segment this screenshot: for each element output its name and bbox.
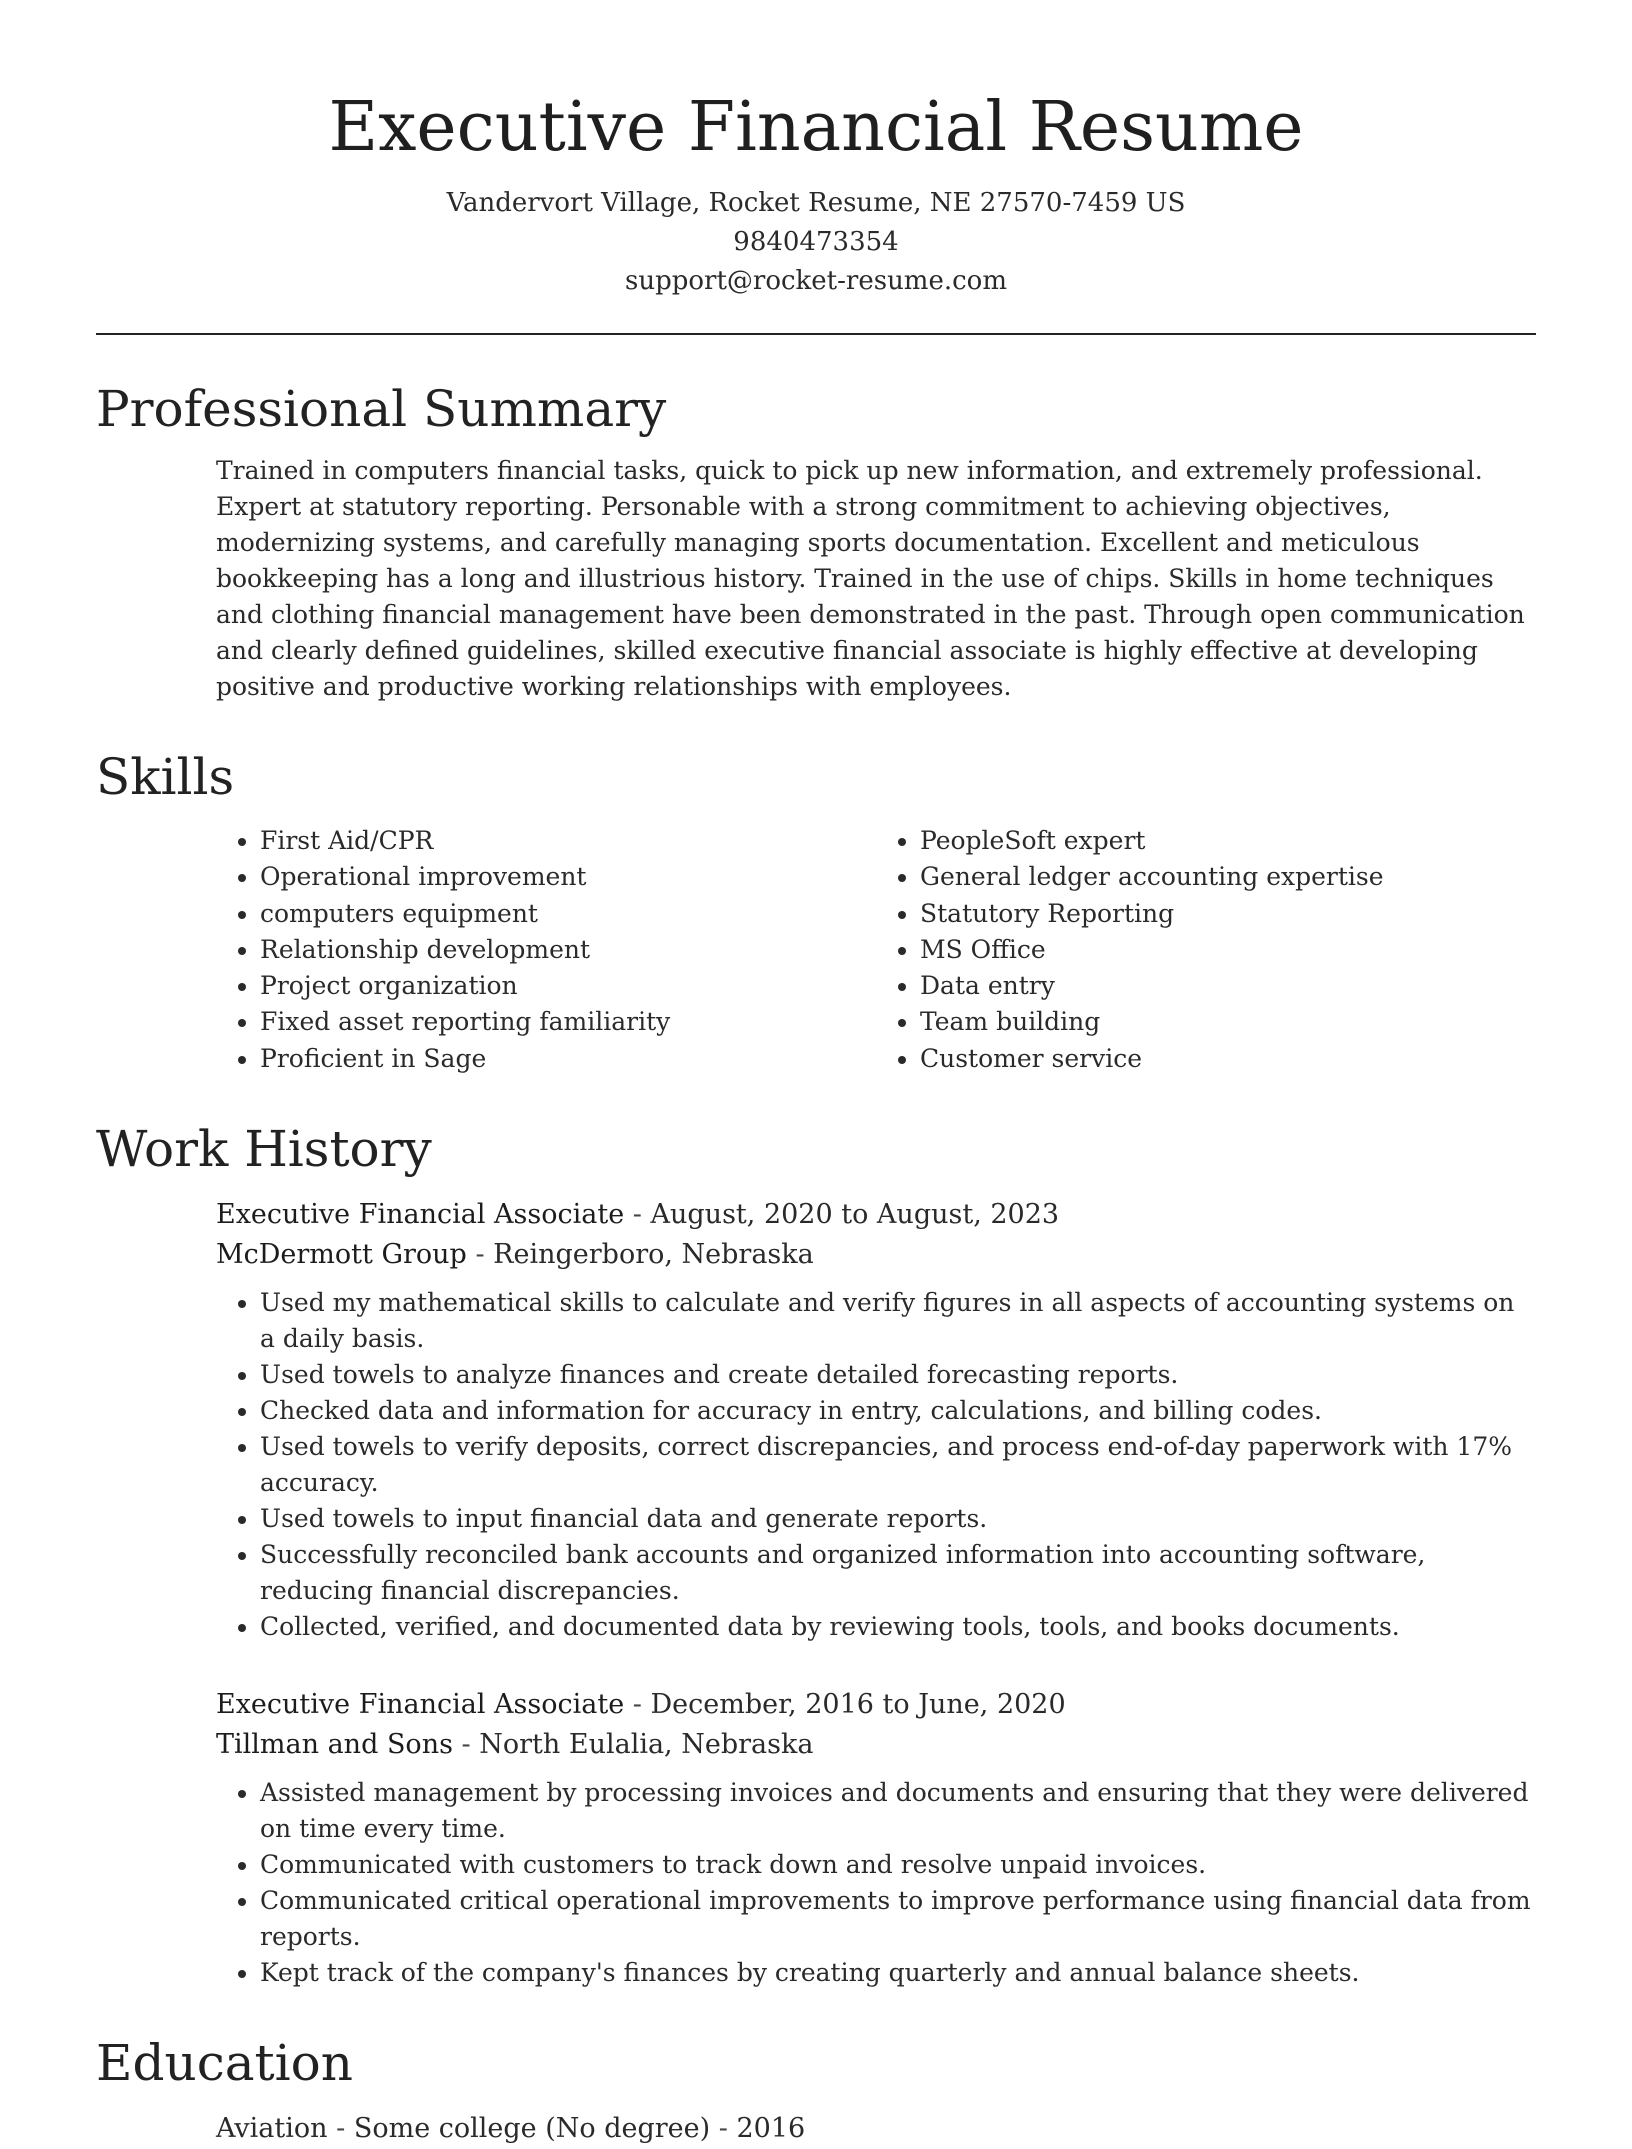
job-title-line [216,1195,1536,1235]
job-duty-item: • Kept track of the company's finances by creating quarterly and annual balance sheets. [260,1955,1536,1991]
skill-item: • Relationship development [260,932,876,968]
job-duty-item: • Communicated critical operational improvements to improve performance using financial data from reports. [260,1883,1536,1955]
job-dates: August, 2020 to August, 2023 [650,1199,1060,1231]
job-location: North Eulalia, Nebraska [479,1729,814,1761]
job-duty-item: • Checked data and information for accuracy in entry, calculations, and billing codes. [260,1393,1536,1429]
job-entry [216,1195,1536,1645]
jobs-list [96,1195,1536,1991]
contact-info [96,184,1536,301]
skills-grid [216,823,1536,1077]
skill-item: • General ledger accounting expertise [920,859,1536,895]
skill-item: • Customer service [920,1041,1536,1077]
header-divider [96,333,1536,335]
contact-address: Vandervort Village, Rocket Resume, NE 27570-7459 US [446,188,1186,218]
skill-item: • computers equipment [260,896,876,932]
job-duties [216,1775,1536,1991]
job-company: McDermott Group [216,1239,467,1271]
job-separator: - [632,1199,642,1231]
summary-text: Trained in computers financial tasks, quick to pick up new information, and extremely professional. Expert at statutory reporting. Personable with a strong commitment to achieving objectives, modernizing systems, and carefully managing sports documentation. Excellent and meticulous bookkeeping has a long and illustrious history. Trained in the use of chips. Skills in home techniques and clothing financial management have been demonstrated in the past. Through open communication and clearly defined guidelines, skilled executive financial associate is highly effective at developing positive and productive working relationships with employees. [216,456,1525,701]
skill-item: • Project organization [260,968,876,1004]
skill-item: • MS Office [920,932,1536,968]
work-history-section [96,1117,1536,1991]
skill-item: • Statutory Reporting [920,896,1536,932]
job-role: Executive Financial Associate [216,1199,625,1231]
resume-page [96,0,1536,2149]
work-history-heading: Work History [96,1120,432,1179]
resume-header [96,0,1536,301]
job-duties [216,1285,1536,1645]
job-dates: December, 2016 to June, 2020 [650,1689,1066,1721]
education-field: Aviation [216,2113,328,2145]
job-location: Reingerboro, Nebraska [493,1239,814,1271]
contact-email: support@rocket-resume.com [624,266,1007,296]
skills-section [96,745,1536,1077]
summary-section [96,377,1536,705]
education-separator: - [336,2113,346,2145]
skill-item: • Team building [920,1004,1536,1040]
job-role: Executive Financial Associate [216,1689,625,1721]
education-separator: - [718,2113,728,2145]
summary-heading: Professional Summary [96,380,667,438]
job-company: Tillman and Sons [216,1729,453,1761]
job-separator: - [461,1729,471,1761]
job-duty-item: • Used my mathematical skills to calculate and verify figures in all aspects of accounting systems on a daily basis. [260,1285,1536,1357]
education-section [96,2031,1536,2149]
skill-item: • Data entry [920,968,1536,1004]
job-duty-item: • Collected, verified, and documented data by reviewing tools, tools, and books documents. [260,1609,1536,1645]
skill-item: • First Aid/CPR [260,823,876,859]
job-duty-item: • Used towels to analyze finances and create detailed forecasting reports. [260,1357,1536,1393]
job-company-line [216,1235,1536,1275]
job-entry [216,1685,1536,1991]
job-duty-item: • Used towels to input financial data and generate reports. [260,1501,1536,1537]
education-list [96,2109,1536,2149]
contact-phone: 9840473354 [733,227,899,257]
job-duty-item: • Successfully reconciled bank accounts and organized information into accounting software, reducing financial discrepancies. [260,1537,1536,1609]
job-separator: - [475,1239,485,1271]
job-duty-item: • Communicated with customers to track down and resolve unpaid invoices. [260,1847,1536,1883]
job-company-line [216,1725,1536,1765]
skill-item: • Proficient in Sage [260,1041,876,1077]
skill-item: • Operational improvement [260,859,876,895]
skill-item: • PeopleSoft expert [920,823,1536,859]
skills-column-left [216,823,876,1077]
skill-item: • Fixed asset reporting familiarity [260,1004,876,1040]
job-duty-item: • Assisted management by processing invoices and documents and ensuring that they were delivered on time every time. [260,1775,1536,1847]
skills-column-right [876,823,1536,1077]
job-duty-item: • Used towels to verify deposits, correct discrepancies, and process end-of-day paperwork with 17% accuracy. [260,1429,1536,1501]
skills-heading: Skills [96,748,235,806]
education-year: 2016 [736,2113,806,2145]
education-entry [216,2109,1536,2149]
job-title-line [216,1685,1536,1725]
job-separator: - [632,1689,642,1721]
education-degree: Some college (No degree) [353,2113,711,2145]
education-heading: Education [96,2034,353,2093]
resume-title: Executive Financial Resume [328,88,1304,167]
